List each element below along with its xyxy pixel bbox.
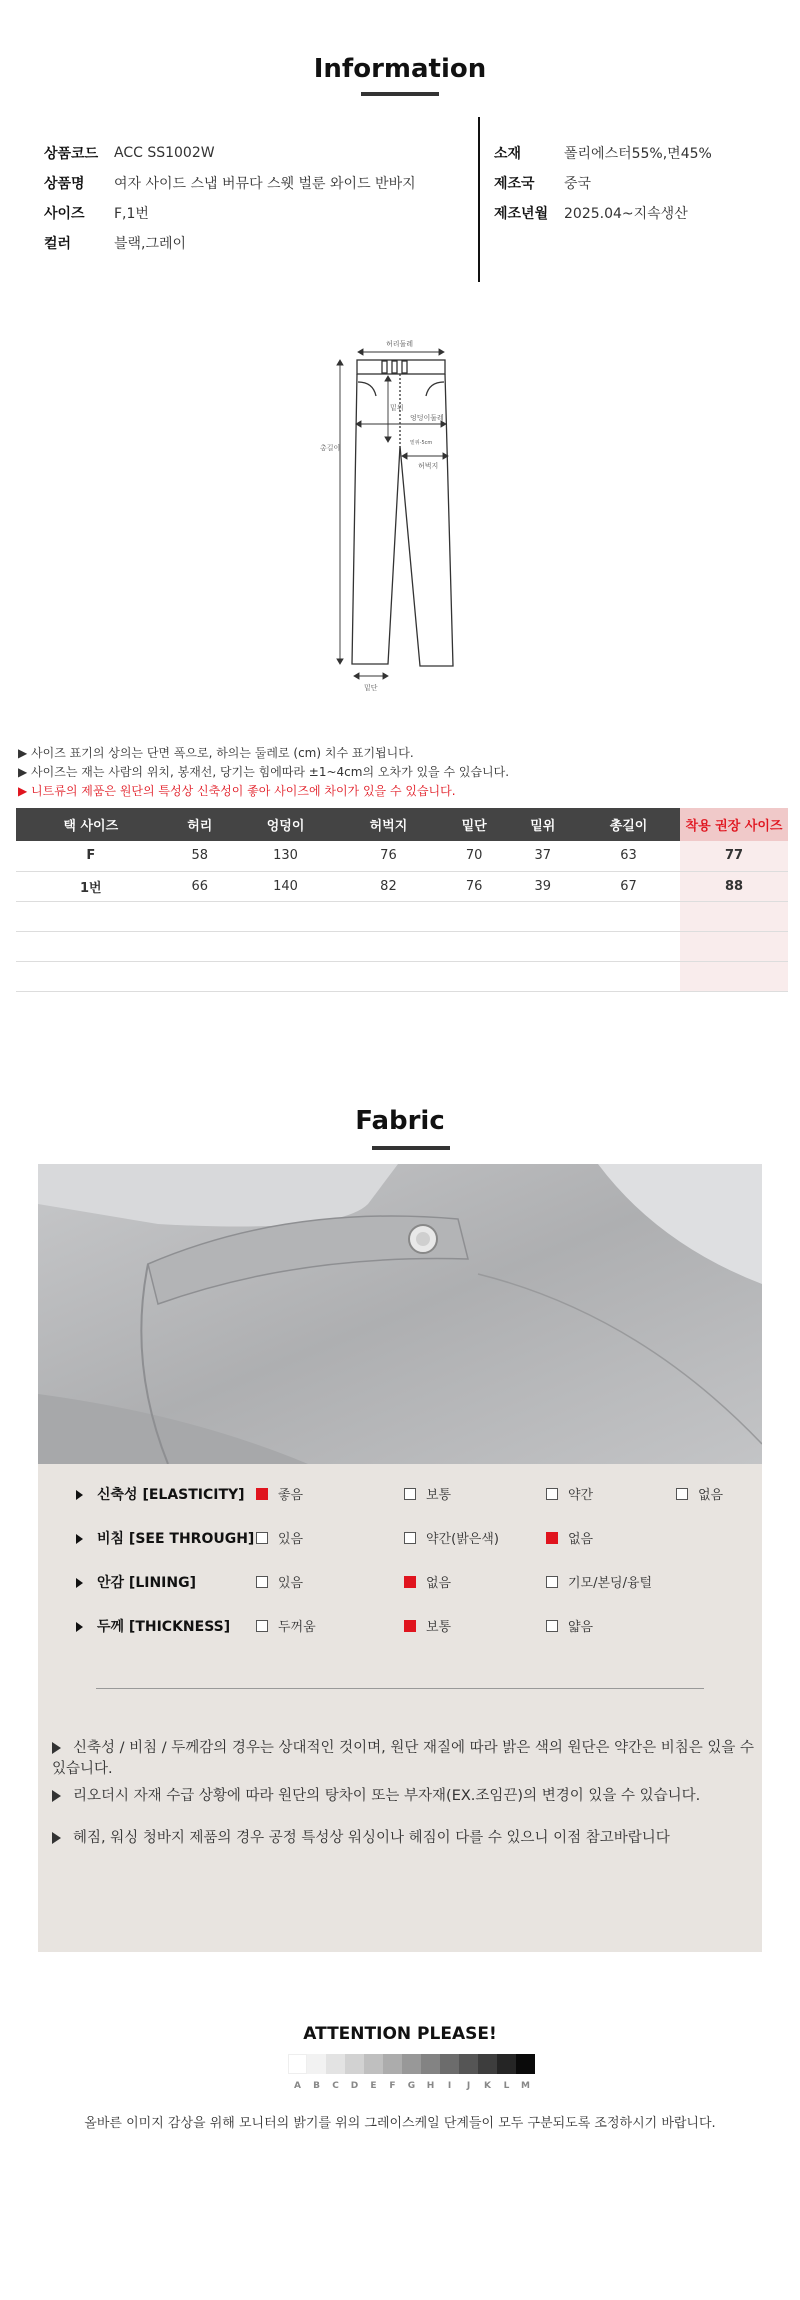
grayscale-letter: D (350, 2081, 359, 2091)
table-cell: 63 (577, 841, 680, 871)
fabric-row-elasticity (38, 1478, 762, 1508)
table-row (16, 871, 788, 901)
info-row (494, 198, 712, 228)
fabric-row-label: 두께 [THICKNESS] (76, 1616, 230, 1636)
grayscale-letter: H (426, 2081, 435, 2091)
triangle-bullet-icon (76, 1578, 83, 1588)
grayscale-swatch (383, 2054, 402, 2074)
size-table-header (16, 808, 788, 841)
grayscale-swatch (459, 2054, 478, 2074)
table-cell: 76 (337, 841, 440, 871)
fabric-option: 좋음 (256, 1484, 303, 1503)
info-key: 상품코드 (44, 146, 99, 162)
table-cell: F (16, 841, 166, 871)
info-row (44, 138, 416, 168)
waist-label: 허리둘레 (386, 340, 414, 348)
table-cell: 67 (577, 871, 680, 901)
info-right (494, 138, 712, 228)
table-cell: 82 (337, 871, 440, 901)
fabric-option: 약간 (546, 1484, 593, 1503)
info-value: 블랙,그레이 (114, 236, 187, 252)
grayscale-swatch (421, 2054, 440, 2074)
thigh-label: 허벅지 (418, 462, 439, 470)
title-underline (372, 1146, 450, 1150)
size-note: ▶ 사이즈 표기의 상의는 단면 폭으로, 하의는 둘레로 (cm) 치수 표기됩니다. (18, 746, 414, 760)
header-cell: 택 사이즈 (16, 808, 166, 841)
info-value: 여자 사이드 스냅 버뮤다 스웻 벌룬 와이드 반바지 (114, 176, 416, 192)
grayscale-swatch (497, 2054, 516, 2074)
info-value: ACC SS1002W (114, 145, 215, 161)
table-cell-recommended: 88 (680, 871, 788, 901)
triangle-bullet-icon (52, 1742, 61, 1754)
information-title: Information (313, 54, 487, 84)
header-cell-recommended: 착용 권장 사이즈 (680, 808, 788, 841)
grayscale-strip (288, 2054, 535, 2074)
info-key: 제조년월 (494, 206, 549, 222)
info-value: 중국 (564, 176, 592, 192)
info-left (44, 138, 416, 258)
fabric-option: 없음 (546, 1528, 593, 1547)
grayscale-letter: G (407, 2081, 416, 2091)
thigh-note-label: 밑위-5cm (410, 440, 433, 446)
triangle-bullet-icon (52, 1832, 61, 1844)
header-cell: 밑단 (440, 808, 509, 841)
table-cell: 58 (166, 841, 235, 871)
table-cell: 130 (234, 841, 337, 871)
header-cell: 엉덩이 (234, 808, 337, 841)
info-key: 컬러 (44, 236, 72, 252)
fabric-row-see-through (38, 1522, 762, 1552)
fabric-option: 보통 (404, 1616, 451, 1635)
checkbox-empty-icon (676, 1488, 688, 1500)
fabric-title: Fabric (355, 1106, 445, 1136)
header-cell: 밑위 (508, 808, 577, 841)
fabric-row-label: 비침 [SEE THROUGH] (76, 1528, 254, 1548)
table-cell-recommended: 77 (680, 841, 788, 871)
grayscale-letter: A (294, 2081, 301, 2091)
header-cell: 허리 (166, 808, 235, 841)
fabric-row-label: 안감 [LINING] (76, 1572, 196, 1592)
info-row (494, 168, 712, 198)
checkbox-checked-icon (546, 1532, 558, 1544)
info-row (44, 168, 416, 198)
checkbox-empty-icon (546, 1620, 558, 1632)
triangle-bullet-icon (76, 1622, 83, 1632)
fabric-option: 있음 (256, 1528, 303, 1547)
table-cell: 70 (440, 841, 509, 871)
checkbox-empty-icon (256, 1620, 268, 1632)
grayscale-letter: B (313, 2081, 320, 2091)
grayscale-swatch (307, 2054, 326, 2074)
checkbox-checked-icon (404, 1620, 416, 1632)
fabric-option: 두꺼움 (256, 1616, 316, 1635)
table-row-empty (16, 931, 788, 961)
checkbox-empty-icon (404, 1532, 416, 1544)
table-row (16, 841, 788, 871)
table-cell: 66 (166, 871, 235, 901)
fabric-note: 리오더시 자재 수급 상황에 따라 원단의 탕차이 또는 부자재(EX.조임끈)의 변경이 있을 수 있습니다. (52, 1784, 700, 1805)
fabric-option: 없음 (676, 1484, 723, 1503)
checkbox-empty-icon (256, 1532, 268, 1544)
rise-label: 밑위 (390, 404, 404, 412)
fabric-note: 헤짐, 워싱 청바지 제품의 경우 공정 특성상 워싱이나 헤짐이 다를 수 있으니 이점 참고바랍니다 (52, 1826, 670, 1847)
info-key: 상품명 (44, 176, 85, 192)
table-cell: 140 (234, 871, 337, 901)
hem-label: 밑단 (364, 684, 378, 692)
grayscale-swatch (345, 2054, 364, 2074)
grayscale-swatch (402, 2054, 421, 2074)
checkbox-checked-icon (256, 1488, 268, 1500)
fabric-option: 없음 (404, 1572, 451, 1591)
info-row (494, 138, 712, 168)
grayscale-swatch (440, 2054, 459, 2074)
size-notes (18, 744, 509, 801)
fabric-option: 있음 (256, 1572, 303, 1591)
info-key: 제조국 (494, 176, 535, 192)
triangle-bullet-icon (52, 1790, 61, 1802)
checkbox-empty-icon (546, 1576, 558, 1588)
title-underline (361, 92, 439, 96)
grayscale-swatch (326, 2054, 345, 2074)
table-row-empty (16, 961, 788, 991)
grayscale-letter: C (332, 2081, 339, 2091)
table-cell: 37 (508, 841, 577, 871)
info-key: 사이즈 (44, 206, 85, 222)
fabric-photo (38, 1164, 762, 1464)
fabric-row-lining (38, 1566, 762, 1596)
info-key: 소재 (494, 146, 522, 162)
attention-title: ATTENTION PLEASE! (303, 2024, 497, 2044)
triangle-bullet-icon (76, 1534, 83, 1544)
grayscale-letter: F (389, 2081, 396, 2091)
header-cell: 허벅지 (337, 808, 440, 841)
attention-text: 올바른 이미지 감상을 위해 모니터의 밝기를 위의 그레이스케일 단계들이 모두 구분되도록 조정하시기 바랍니다. (84, 2116, 716, 2131)
pants-size-diagram (318, 330, 498, 700)
info-row (44, 228, 416, 258)
table-cell: 76 (440, 871, 509, 901)
table-cell: 39 (508, 871, 577, 901)
fabric-option: 얇음 (546, 1616, 593, 1635)
grayscale-letter: E (370, 2081, 377, 2091)
grayscale-letter: M (521, 2081, 530, 2091)
grayscale-letter: J (466, 2081, 471, 2091)
size-note-warning: ▶ 니트류의 제품은 원단의 특성상 신축성이 좋아 사이즈에 차이가 있을 수 있습니다. (18, 784, 456, 798)
info-value: 폴리에스터55%,면45% (564, 146, 712, 162)
fabric-option: 보통 (404, 1484, 451, 1503)
grayscale-swatch (478, 2054, 497, 2074)
hip-label: 엉덩이둘레 (410, 414, 444, 422)
fabric-row-label: 신축성 [ELASTICITY] (76, 1484, 245, 1504)
checkbox-empty-icon (546, 1488, 558, 1500)
grayscale-letter: I (447, 2081, 452, 2091)
fabric-divider (96, 1688, 704, 1689)
checkbox-empty-icon (256, 1576, 268, 1588)
header-cell: 총길이 (577, 808, 680, 841)
grayscale-swatch (516, 2054, 535, 2074)
info-value: F,1번 (114, 206, 149, 222)
size-table (16, 808, 788, 992)
fabric-row-thickness (38, 1610, 762, 1640)
table-cell: 1번 (16, 871, 166, 901)
fabric-note: 신축성 / 비침 / 두께감의 경우는 상대적인 것이며, 원단 재질에 따라 밝은 색의 원단은 약간은 비침은 있을 수 있습니다. (52, 1740, 755, 1777)
fabric-option: 기모/본딩/융털 (546, 1572, 652, 1591)
info-value: 2025.04~지속생산 (564, 206, 688, 222)
checkbox-checked-icon (404, 1576, 416, 1588)
size-note: ▶ 사이즈는 재는 사람의 위치, 봉재선, 당기는 힘에따라 ±1~4cm의 오차가 있을 수 있습니다. (18, 765, 510, 779)
grayscale-letter: L (503, 2081, 510, 2091)
total-length-label: 총길이 (320, 444, 341, 452)
triangle-bullet-icon (76, 1490, 83, 1500)
info-row (44, 198, 416, 228)
table-row-empty (16, 901, 788, 931)
grayscale-swatch (364, 2054, 383, 2074)
grayscale-swatch (288, 2054, 307, 2074)
grayscale-letters (288, 2081, 535, 2091)
fabric-option: 약간(밝은색) (404, 1528, 499, 1547)
checkbox-empty-icon (404, 1488, 416, 1500)
info-divider (478, 117, 480, 282)
grayscale-letter: K (484, 2081, 491, 2091)
fabric-properties-panel (38, 1464, 762, 1952)
